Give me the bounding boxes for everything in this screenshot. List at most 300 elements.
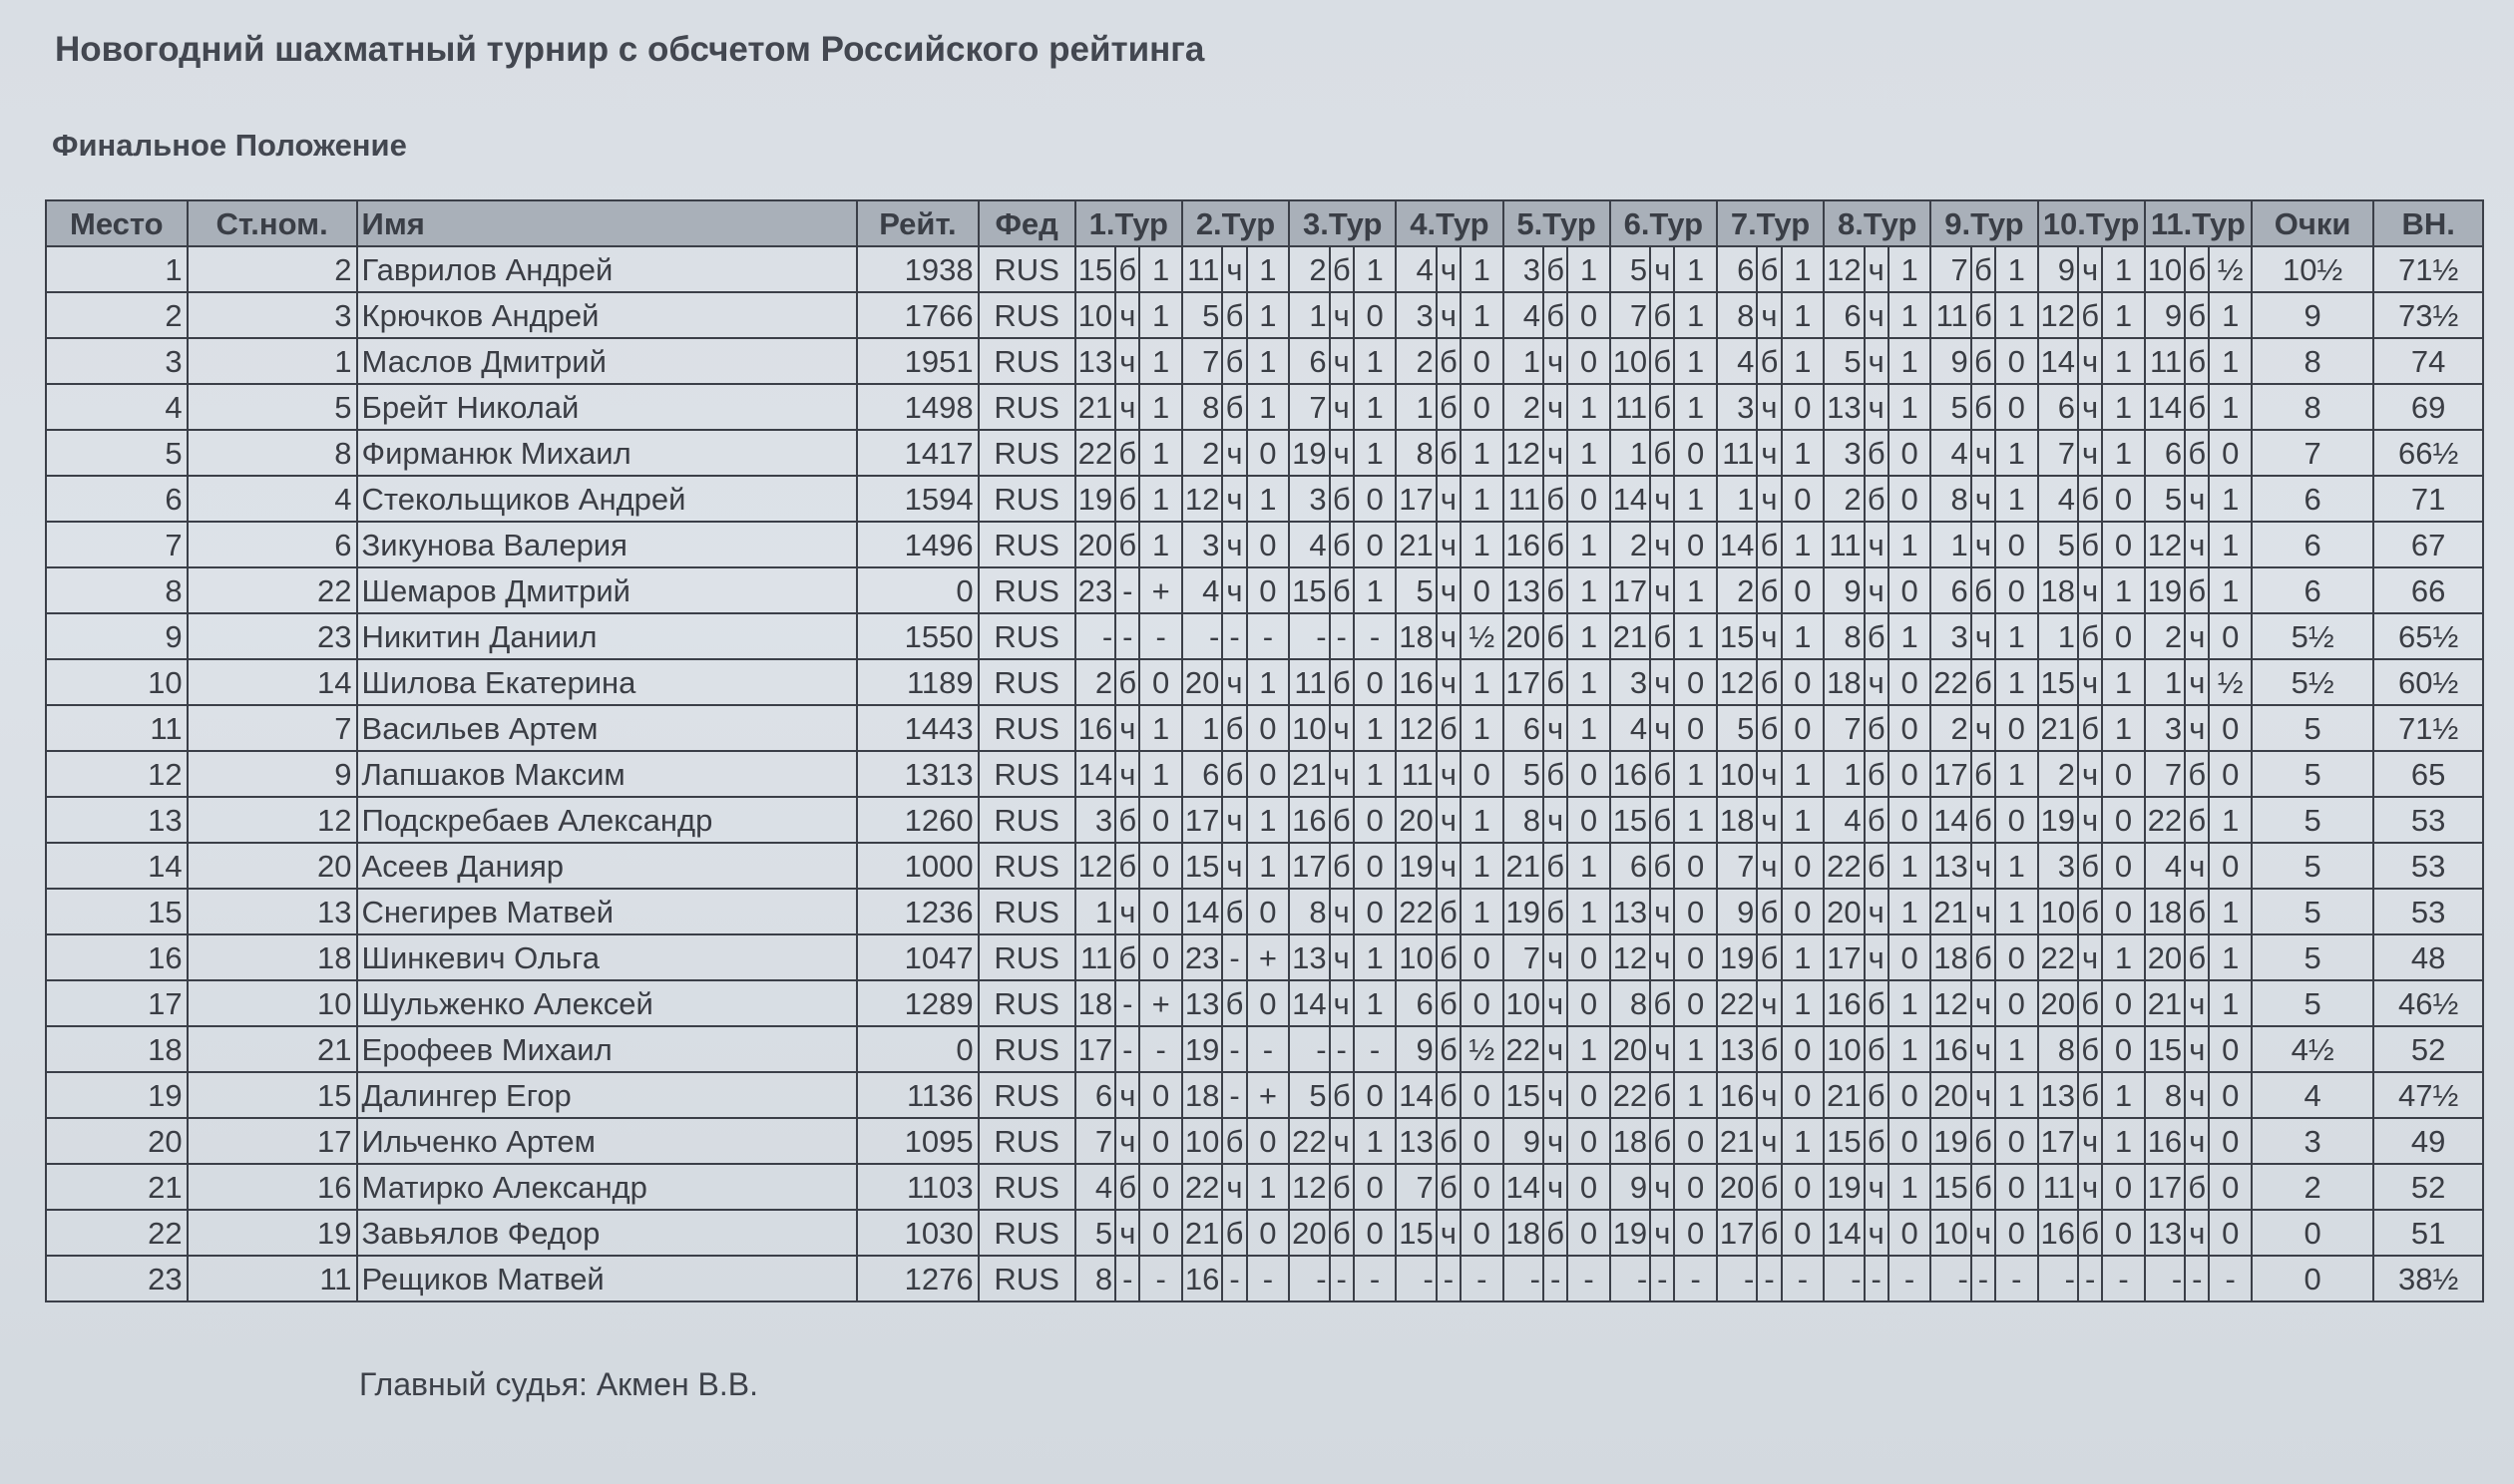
rating-cell: 1550 xyxy=(857,613,978,659)
round-opponent-cell: 6 xyxy=(1396,980,1436,1026)
round-opponent-cell: 22 xyxy=(1610,1072,1650,1118)
rating-cell: 1951 xyxy=(857,338,978,384)
round-opponent-cell: 18 xyxy=(1824,659,1864,705)
round-color-cell: б xyxy=(1757,1210,1781,1256)
round-result-cell: - xyxy=(1782,1256,1824,1301)
standings-body xyxy=(46,246,2483,1301)
federation-cell: RUS xyxy=(979,889,1075,934)
round-result-cell: 0 xyxy=(1674,1164,1716,1210)
round-result-cell: 0 xyxy=(1995,567,2037,613)
round-opponent-cell: 18 xyxy=(1930,934,1970,980)
round-color-cell: ч xyxy=(1650,659,1674,705)
round-opponent-cell: 13 xyxy=(1930,843,1970,889)
federation-cell: RUS xyxy=(979,292,1075,338)
round-color-cell: б xyxy=(1971,1164,1995,1210)
round-color-cell: б xyxy=(1650,338,1674,384)
round-color-cell: б xyxy=(1865,751,1888,797)
player-name-cell: Подскребаев Александр xyxy=(357,797,858,843)
round-result-cell: 0 xyxy=(2209,1118,2252,1164)
round-opponent-cell: 21 xyxy=(1503,843,1543,889)
round-opponent-cell: 15 xyxy=(1396,1210,1436,1256)
round-color-cell: б xyxy=(1222,980,1246,1026)
round-opponent-cell: - xyxy=(1824,1256,1864,1301)
round-opponent-cell: 11 xyxy=(1824,522,1864,567)
round-result-cell: 0 xyxy=(1139,659,1181,705)
table-row xyxy=(46,843,2483,889)
player-name-cell: Шинкевич Ольга xyxy=(357,934,858,980)
player-name-cell: Фирманюк Михаил xyxy=(357,430,858,476)
round-opponent-cell: 9 xyxy=(1930,338,1970,384)
round-result-cell: 1 xyxy=(2102,567,2144,613)
federation-cell: RUS xyxy=(979,934,1075,980)
player-name-cell: Шемаров Дмитрий xyxy=(357,567,858,613)
round-result-cell: 0 xyxy=(2102,889,2144,934)
round-opponent-cell: 22 xyxy=(1930,659,1970,705)
round-result-cell: 1 xyxy=(1461,430,1502,476)
round-color-cell: ч xyxy=(2078,659,2102,705)
round-result-cell: 0 xyxy=(1354,843,1396,889)
round-color-cell: б xyxy=(1115,659,1139,705)
round-result-cell: 1 xyxy=(1461,889,1502,934)
round-color-cell: б xyxy=(1222,338,1246,384)
points-cell: 4 xyxy=(2252,1072,2373,1118)
round-result-cell: 1 xyxy=(1461,797,1502,843)
tiebreak-cell: 47½ xyxy=(2373,1072,2483,1118)
round-opponent-cell: 22 xyxy=(1503,1026,1543,1072)
round-opponent-cell: 4 xyxy=(1610,705,1650,751)
round-result-cell: 1 xyxy=(1674,1072,1716,1118)
round-result-cell: ½ xyxy=(2209,659,2252,705)
round-color-cell: ч xyxy=(2078,246,2102,292)
round-opponent-cell: 18 xyxy=(1717,797,1757,843)
round-opponent-cell: 14 xyxy=(1075,751,1115,797)
round-result-cell: 1 xyxy=(1139,705,1181,751)
round-opponent-cell: 13 xyxy=(2038,1072,2078,1118)
round-color-cell: ч xyxy=(1437,797,1461,843)
round-color-cell: ч xyxy=(1650,246,1674,292)
header-start-no: Ст.ном. xyxy=(188,200,357,246)
round-color-cell: ч xyxy=(1971,430,1995,476)
player-name-cell: Крючков Андрей xyxy=(357,292,858,338)
round-color-cell: - xyxy=(2185,1256,2209,1301)
round-opponent-cell: 1 xyxy=(1824,751,1864,797)
round-result-cell: 0 xyxy=(2209,1164,2252,1210)
round-opponent-cell: 13 xyxy=(1182,980,1222,1026)
round-result-cell: 1 xyxy=(1888,613,1930,659)
place-cell: 15 xyxy=(46,889,188,934)
round-color-cell: ч xyxy=(1971,1072,1995,1118)
round-result-cell: 0 xyxy=(1995,1118,2037,1164)
round-opponent-cell: 21 xyxy=(2038,705,2078,751)
round-opponent-cell: 3 xyxy=(2038,843,2078,889)
round-result-cell: 1 xyxy=(1354,338,1396,384)
round-result-cell: 1 xyxy=(1782,751,1824,797)
round-result-cell: 0 xyxy=(2209,705,2252,751)
round-color-cell: б xyxy=(1437,1026,1461,1072)
round-result-cell: 1 xyxy=(1888,843,1930,889)
start-number-cell: 19 xyxy=(188,1210,357,1256)
round-result-cell: 1 xyxy=(1782,522,1824,567)
round-color-cell: ч xyxy=(1757,613,1781,659)
round-color-cell: б xyxy=(1222,384,1246,430)
round-color-cell: - xyxy=(1330,1256,1354,1301)
round-opponent-cell: 15 xyxy=(1182,843,1222,889)
header-round-11: 11.Тур xyxy=(2145,200,2252,246)
round-opponent-cell: 21 xyxy=(1182,1210,1222,1256)
round-color-cell: б xyxy=(1330,246,1354,292)
points-cell: 5½ xyxy=(2252,659,2373,705)
round-result-cell: 1 xyxy=(2209,934,2252,980)
round-color-cell: ч xyxy=(1330,934,1354,980)
player-name-cell: Рещиков Матвей xyxy=(357,1256,858,1301)
round-opponent-cell: 3 xyxy=(1824,430,1864,476)
round-result-cell: 0 xyxy=(2209,751,2252,797)
round-result-cell: 0 xyxy=(1567,934,1609,980)
round-color-cell: б xyxy=(1222,889,1246,934)
round-result-cell: 0 xyxy=(1139,1118,1181,1164)
round-color-cell: б xyxy=(1757,889,1781,934)
round-color-cell: б xyxy=(1650,797,1674,843)
header-round-3: 3.Тур xyxy=(1289,200,1396,246)
round-result-cell: 1 xyxy=(1674,476,1716,522)
round-opponent-cell: 10 xyxy=(1930,1210,1970,1256)
round-opponent-cell: 19 xyxy=(1610,1210,1650,1256)
round-result-cell: 0 xyxy=(1139,1164,1181,1210)
round-color-cell: б xyxy=(1115,797,1139,843)
round-opponent-cell: 1 xyxy=(1930,522,1970,567)
round-color-cell: ч xyxy=(2185,476,2209,522)
round-opponent-cell: 19 xyxy=(1930,1118,1970,1164)
round-opponent-cell: 10 xyxy=(1824,1026,1864,1072)
round-color-cell: - xyxy=(1865,1256,1888,1301)
round-opponent-cell: 8 xyxy=(1503,797,1543,843)
header-tiebreak: ВН. xyxy=(2373,200,2483,246)
start-number-cell: 2 xyxy=(188,246,357,292)
round-result-cell: 0 xyxy=(1567,476,1609,522)
round-color-cell: б xyxy=(1115,934,1139,980)
header-place: Место xyxy=(46,200,188,246)
table-row xyxy=(46,1118,2483,1164)
round-opponent-cell: 13 xyxy=(1610,889,1650,934)
round-opponent-cell: 6 xyxy=(1610,843,1650,889)
round-opponent-cell: 8 xyxy=(2038,1026,2078,1072)
round-result-cell: 0 xyxy=(1674,889,1716,934)
round-result-cell: 1 xyxy=(1461,659,1502,705)
round-color-cell: б xyxy=(1330,1072,1354,1118)
player-name-cell: Снегирев Матвей xyxy=(357,889,858,934)
round-result-cell: 1 xyxy=(1247,384,1289,430)
round-opponent-cell: 1 xyxy=(1289,292,1329,338)
round-result-cell: 1 xyxy=(1461,246,1502,292)
round-opponent-cell: 16 xyxy=(1289,797,1329,843)
start-number-cell: 12 xyxy=(188,797,357,843)
round-color-cell: - xyxy=(2078,1256,2102,1301)
round-color-cell: б xyxy=(1865,797,1888,843)
table-row xyxy=(46,889,2483,934)
round-color-cell: ч xyxy=(1115,705,1139,751)
round-color-cell: б xyxy=(1650,430,1674,476)
tiebreak-cell: 69 xyxy=(2373,384,2483,430)
round-opponent-cell: 12 xyxy=(1717,659,1757,705)
round-opponent-cell: 5 xyxy=(1930,384,1970,430)
round-color-cell: ч xyxy=(1543,705,1567,751)
round-result-cell: 1 xyxy=(2102,934,2144,980)
round-color-cell: ч xyxy=(1757,384,1781,430)
round-opponent-cell: 21 xyxy=(1717,1118,1757,1164)
round-color-cell: б xyxy=(1757,246,1781,292)
round-result-cell: 1 xyxy=(1782,613,1824,659)
round-color-cell: ч xyxy=(1437,567,1461,613)
round-opponent-cell: 18 xyxy=(1396,613,1436,659)
round-color-cell: ч xyxy=(1437,843,1461,889)
federation-cell: RUS xyxy=(979,338,1075,384)
round-color-cell: ч xyxy=(1330,980,1354,1026)
round-result-cell: 0 xyxy=(1354,476,1396,522)
rating-cell: 0 xyxy=(857,567,978,613)
round-color-cell: ч xyxy=(1757,980,1781,1026)
round-color-cell: ч xyxy=(1543,1118,1567,1164)
round-color-cell: б xyxy=(1971,338,1995,384)
round-color-cell: ч xyxy=(1757,797,1781,843)
round-opponent-cell: 15 xyxy=(1503,1072,1543,1118)
federation-cell: RUS xyxy=(979,1256,1075,1301)
round-opponent-cell: 16 xyxy=(1182,1256,1222,1301)
header-round-8: 8.Тур xyxy=(1824,200,1930,246)
round-color-cell: б xyxy=(1330,1164,1354,1210)
round-opponent-cell: 7 xyxy=(1610,292,1650,338)
federation-cell: RUS xyxy=(979,980,1075,1026)
federation-cell: RUS xyxy=(979,384,1075,430)
round-color-cell: ч xyxy=(1971,889,1995,934)
table-row xyxy=(46,1072,2483,1118)
round-opponent-cell: 16 xyxy=(1396,659,1436,705)
round-result-cell: 0 xyxy=(1674,430,1716,476)
round-color-cell: ч xyxy=(1543,1072,1567,1118)
round-color-cell: ч xyxy=(1437,246,1461,292)
round-opponent-cell: 5 xyxy=(1289,1072,1329,1118)
round-color-cell: - xyxy=(1330,613,1354,659)
round-result-cell: 1 xyxy=(1461,522,1502,567)
round-color-cell: б xyxy=(1650,292,1674,338)
federation-cell: RUS xyxy=(979,797,1075,843)
tiebreak-cell: 60½ xyxy=(2373,659,2483,705)
round-color-cell: ч xyxy=(1330,338,1354,384)
round-opponent-cell: 6 xyxy=(1503,705,1543,751)
round-result-cell: 1 xyxy=(1247,246,1289,292)
round-result-cell: - xyxy=(1139,613,1181,659)
round-color-cell: ч xyxy=(1865,384,1888,430)
round-color-cell: б xyxy=(1543,522,1567,567)
round-opponent-cell: 7 xyxy=(1503,934,1543,980)
round-result-cell: 0 xyxy=(1674,934,1716,980)
round-opponent-cell: 22 xyxy=(1289,1118,1329,1164)
round-color-cell: б xyxy=(1330,843,1354,889)
round-opponent-cell: 19 xyxy=(1289,430,1329,476)
round-opponent-cell: 16 xyxy=(1717,1072,1757,1118)
player-name-cell: Никитин Даниил xyxy=(357,613,858,659)
round-opponent-cell: 10 xyxy=(1075,292,1115,338)
points-cell: 0 xyxy=(2252,1256,2373,1301)
round-result-cell: 1 xyxy=(1995,889,2037,934)
round-color-cell: б xyxy=(1650,1072,1674,1118)
round-result-cell: 0 xyxy=(1567,797,1609,843)
round-color-cell: б xyxy=(1865,613,1888,659)
round-color-cell: б xyxy=(1757,705,1781,751)
round-opponent-cell: 17 xyxy=(1289,843,1329,889)
header-points: Очки xyxy=(2252,200,2373,246)
round-color-cell: - xyxy=(1757,1256,1781,1301)
round-result-cell: 0 xyxy=(1995,522,2037,567)
round-color-cell: б xyxy=(1971,751,1995,797)
round-color-cell: ч xyxy=(1115,1118,1139,1164)
round-result-cell: 0 xyxy=(1247,430,1289,476)
round-result-cell: 1 xyxy=(2102,384,2144,430)
round-result-cell: 1 xyxy=(1354,934,1396,980)
round-result-cell: 0 xyxy=(1461,338,1502,384)
player-name-cell: Маслов Дмитрий xyxy=(357,338,858,384)
round-result-cell: 1 xyxy=(1567,705,1609,751)
place-cell: 18 xyxy=(46,1026,188,1072)
round-result-cell: 0 xyxy=(1674,843,1716,889)
round-opponent-cell: 22 xyxy=(1396,889,1436,934)
place-cell: 22 xyxy=(46,1210,188,1256)
round-result-cell: 0 xyxy=(2102,522,2144,567)
round-result-cell: ½ xyxy=(1461,613,1502,659)
round-result-cell: 0 xyxy=(1139,1072,1181,1118)
round-result-cell: 1 xyxy=(1674,246,1716,292)
round-result-cell: 0 xyxy=(1888,1118,1930,1164)
tiebreak-cell: 71 xyxy=(2373,476,2483,522)
round-result-cell: 0 xyxy=(1782,705,1824,751)
round-result-cell: 0 xyxy=(1247,705,1289,751)
round-color-cell: б xyxy=(1971,797,1995,843)
points-cell: 5 xyxy=(2252,751,2373,797)
round-result-cell: 1 xyxy=(1782,292,1824,338)
start-number-cell: 3 xyxy=(188,292,357,338)
header-round-6: 6.Тур xyxy=(1610,200,1717,246)
round-color-cell: б xyxy=(1971,659,1995,705)
tiebreak-cell: 52 xyxy=(2373,1026,2483,1072)
place-cell: 21 xyxy=(46,1164,188,1210)
table-row xyxy=(46,522,2483,567)
player-name-cell: Гаврилов Андрей xyxy=(357,246,858,292)
points-cell: 5½ xyxy=(2252,613,2373,659)
round-result-cell: 1 xyxy=(1995,659,2037,705)
table-row xyxy=(46,384,2483,430)
round-opponent-cell: 14 xyxy=(1610,476,1650,522)
round-color-cell: ч xyxy=(2185,980,2209,1026)
round-color-cell: б xyxy=(1971,384,1995,430)
round-color-cell: ч xyxy=(1543,980,1567,1026)
round-opponent-cell: 4 xyxy=(1824,797,1864,843)
round-color-cell: б xyxy=(1650,1118,1674,1164)
round-result-cell: 1 xyxy=(1888,292,1930,338)
round-color-cell: б xyxy=(1330,476,1354,522)
place-cell: 7 xyxy=(46,522,188,567)
round-color-cell: - xyxy=(1222,1256,1246,1301)
round-opponent-cell: 14 xyxy=(1930,797,1970,843)
round-opponent-cell: 3 xyxy=(1075,797,1115,843)
round-color-cell: ч xyxy=(1971,1026,1995,1072)
round-result-cell: 1 xyxy=(1139,292,1181,338)
round-opponent-cell: 9 xyxy=(1824,567,1864,613)
round-color-cell: б xyxy=(1437,889,1461,934)
round-color-cell: ч xyxy=(1543,1026,1567,1072)
place-cell: 6 xyxy=(46,476,188,522)
round-opponent-cell: 10 xyxy=(2038,889,2078,934)
tiebreak-cell: 73½ xyxy=(2373,292,2483,338)
round-color-cell: ч xyxy=(2185,705,2209,751)
place-cell: 3 xyxy=(46,338,188,384)
round-color-cell: ч xyxy=(1222,430,1246,476)
federation-cell: RUS xyxy=(979,1118,1075,1164)
round-color-cell: ч xyxy=(1115,1210,1139,1256)
round-result-cell: 0 xyxy=(1782,1210,1824,1256)
round-color-cell: б xyxy=(1330,1210,1354,1256)
round-result-cell: 1 xyxy=(1995,292,2037,338)
rating-cell: 1136 xyxy=(857,1072,978,1118)
round-color-cell: б xyxy=(2078,522,2102,567)
round-color-cell: б xyxy=(1330,659,1354,705)
round-result-cell: 0 xyxy=(1995,934,2037,980)
round-opponent-cell: 12 xyxy=(1182,476,1222,522)
table-row xyxy=(46,246,2483,292)
round-opponent-cell: 8 xyxy=(1610,980,1650,1026)
points-cell: 5 xyxy=(2252,705,2373,751)
points-cell: 6 xyxy=(2252,476,2373,522)
round-opponent-cell: 17 xyxy=(1075,1026,1115,1072)
round-color-cell: ч xyxy=(2185,659,2209,705)
round-color-cell: б xyxy=(1543,659,1567,705)
round-opponent-cell: 21 xyxy=(1396,522,1436,567)
place-cell: 19 xyxy=(46,1072,188,1118)
table-row xyxy=(46,338,2483,384)
round-result-cell: 1 xyxy=(1139,430,1181,476)
round-result-cell: 0 xyxy=(2102,1164,2144,1210)
tiebreak-cell: 48 xyxy=(2373,934,2483,980)
round-color-cell: ч xyxy=(1757,292,1781,338)
round-result-cell: + xyxy=(1139,567,1181,613)
start-number-cell: 21 xyxy=(188,1026,357,1072)
round-opponent-cell: 13 xyxy=(1075,338,1115,384)
round-color-cell: ч xyxy=(1115,1072,1139,1118)
round-result-cell: 0 xyxy=(2209,1026,2252,1072)
round-color-cell: ч xyxy=(1865,338,1888,384)
round-color-cell: б xyxy=(1437,1072,1461,1118)
round-result-cell: 0 xyxy=(2102,1026,2144,1072)
start-number-cell: 13 xyxy=(188,889,357,934)
tiebreak-cell: 66½ xyxy=(2373,430,2483,476)
tiebreak-cell: 49 xyxy=(2373,1118,2483,1164)
round-result-cell: 1 xyxy=(1567,889,1609,934)
round-result-cell: ½ xyxy=(1461,1026,1502,1072)
round-opponent-cell: 1 xyxy=(1503,338,1543,384)
points-cell: 8 xyxy=(2252,338,2373,384)
round-opponent-cell: 20 xyxy=(1717,1164,1757,1210)
round-color-cell: ч xyxy=(2078,751,2102,797)
round-result-cell: 1 xyxy=(1567,522,1609,567)
round-result-cell: 0 xyxy=(2209,1210,2252,1256)
start-number-cell: 20 xyxy=(188,843,357,889)
round-opponent-cell: - xyxy=(1610,1256,1650,1301)
round-opponent-cell: 19 xyxy=(1182,1026,1222,1072)
round-opponent-cell: 14 xyxy=(1503,1164,1543,1210)
round-result-cell: 0 xyxy=(1247,1118,1289,1164)
round-color-cell: - xyxy=(1115,980,1139,1026)
round-opponent-cell: 7 xyxy=(2038,430,2078,476)
rating-cell: 1260 xyxy=(857,797,978,843)
round-color-cell: ч xyxy=(1222,567,1246,613)
